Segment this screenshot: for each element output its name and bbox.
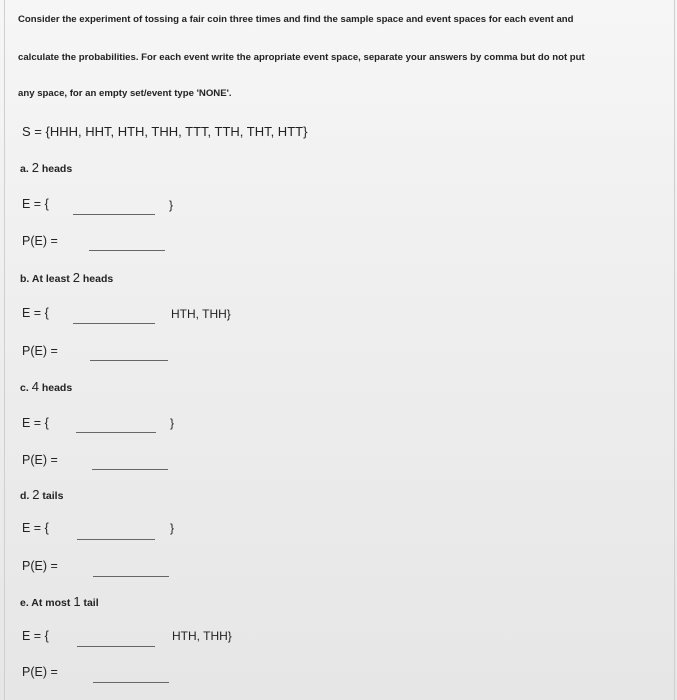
- probability-label-a: P(E) =: [22, 234, 58, 248]
- question-count: 1: [73, 594, 81, 609]
- probability-input-a[interactable]: [89, 236, 165, 251]
- question-letter: e.: [20, 597, 29, 609]
- question-prefix: At most: [31, 597, 71, 609]
- event-input-a[interactable]: [73, 200, 155, 215]
- probability-label-e: P(E) =: [22, 665, 58, 679]
- event-input-d[interactable]: [77, 525, 155, 540]
- probability-input-d[interactable]: [93, 562, 169, 577]
- event-suffix-e: HTH, THH}: [172, 629, 232, 643]
- question-count: 2: [72, 270, 80, 285]
- instructions-line-2: calculate the probabilities. For each event write the apropriate event space, separate your answers by comma but do not put: [18, 52, 585, 63]
- sample-space: S = {HHH, HHT, HTH, THH, TTT, TTH, THT, HTT}: [22, 124, 308, 139]
- event-suffix-c: }: [170, 416, 175, 430]
- probability-label-b: P(E) =: [22, 344, 58, 358]
- event-label-e: E = {: [22, 629, 49, 643]
- question-text: heads: [41, 382, 73, 394]
- question-letter: d.: [20, 490, 30, 502]
- event-input-c[interactable]: [76, 418, 156, 433]
- question-prefix: At least: [31, 273, 70, 285]
- event-suffix-a: }: [169, 198, 174, 212]
- question-text: heads: [82, 273, 114, 285]
- probability-input-b[interactable]: [90, 346, 168, 361]
- event-label-d: E = {: [22, 521, 49, 535]
- event-label-b: E = {: [22, 306, 49, 320]
- question-text: tail: [83, 597, 99, 609]
- question-text: heads: [41, 163, 73, 175]
- question-a-label: [20, 160, 72, 175]
- probability-label-d: P(E) =: [22, 559, 58, 573]
- event-suffix-b: HTH, THH}: [171, 307, 231, 321]
- instructions-line-1: Consider the experiment of tossing a fair coin three times and find the sample space and event spaces for each event and: [18, 14, 574, 25]
- event-input-e[interactable]: [77, 632, 155, 647]
- question-b-label: [20, 270, 113, 285]
- event-label-a: E = {: [22, 197, 49, 211]
- question-letter: b.: [20, 273, 30, 285]
- question-letter: a.: [20, 163, 29, 175]
- event-input-b[interactable]: [73, 309, 155, 324]
- event-label-c: E = {: [22, 416, 49, 430]
- question-c-label: [20, 379, 72, 394]
- probability-input-c[interactable]: [92, 455, 168, 470]
- question-text: tails: [42, 490, 64, 502]
- question-count: 2: [32, 487, 40, 502]
- question-d-label: [20, 487, 63, 502]
- probability-label-c: P(E) =: [22, 453, 58, 467]
- event-suffix-d: }: [170, 521, 175, 535]
- question-count: 4: [31, 379, 39, 394]
- question-letter: c.: [20, 382, 29, 394]
- probability-input-e[interactable]: [93, 668, 169, 683]
- question-e-label: [20, 594, 99, 609]
- instructions-line-3: any space, for an empty set/event type 'NONE'.: [18, 88, 232, 99]
- question-count: 2: [31, 160, 39, 175]
